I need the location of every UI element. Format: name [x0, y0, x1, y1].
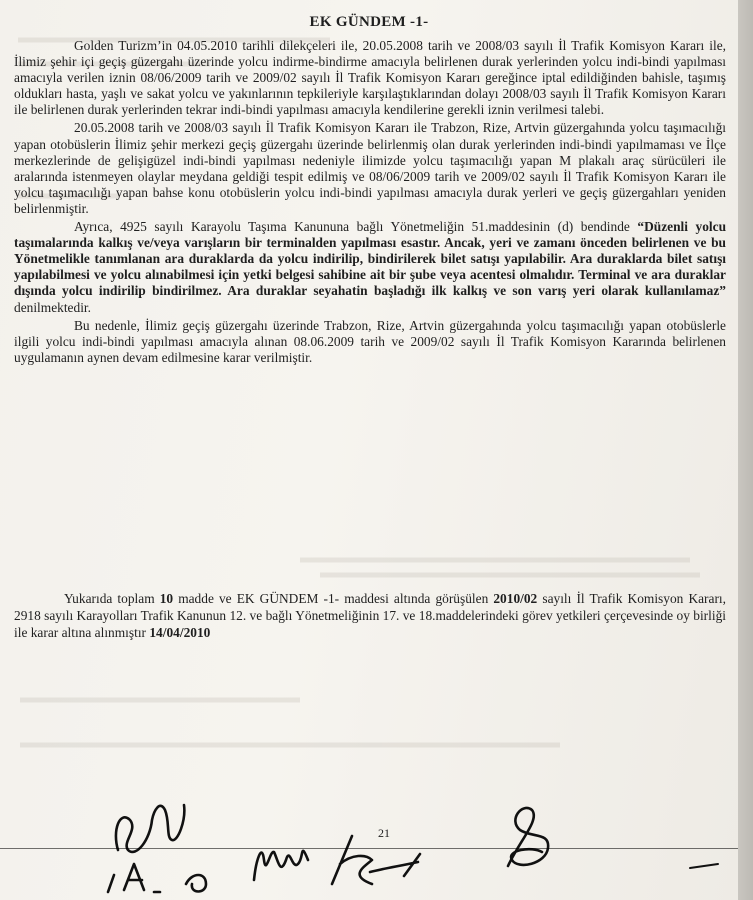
signature-1-initials	[108, 864, 206, 892]
signature-5	[690, 864, 718, 868]
signature-3	[332, 836, 420, 884]
item-count: 10	[159, 591, 174, 606]
fold-line	[0, 848, 738, 849]
signature-2	[254, 851, 308, 880]
page-number: 21	[378, 826, 390, 840]
closing-text-1: Yukarıda toplam	[64, 591, 160, 606]
paragraph-2: 20.05.2008 tarih ve 2008/03 sayılı İl Trafik Komisyon Kararı ile Trabzon, Rize, Artvin güzergahında yolcu taşımacılığı yapan otobüslerin İlimiz şehir merkezi geçiş güzergahı üzerinde belirlenmiş olan durak yerlerinden indi-bindi yapılmaması ve İlçe merkezlerinde de gelişigüzel indi-bindi yapılması nedeniyle ilimizde yolcu taşımacılığı yapan M plakalı araç sürücüleri ile aralarında istenmeyen olaylar meydana geldiği tespit edilmiş ve 08/06/2009 tarih ve 2009/02 sayılı İl Trafik Komisyon Kararı ile yolcu taşımacılığı yapan bahse konu otobüslerin yolcu indi-bindi yapılması amacıyla durak yerleri ve geçiş güzergahları yeniden belirlenmiştir.	[14, 120, 726, 216]
paragraph-3-lead: Ayrıca, 4925 sayılı Karayolu Taşıma Kanununa bağlı Yönetmeliğin 51.maddesinin (d) bendinde	[74, 219, 638, 235]
signature-4	[508, 808, 548, 866]
decision-date: 14/04/2010	[149, 625, 211, 640]
signatures-graphic	[0, 780, 738, 900]
closing-paragraph	[14, 590, 726, 641]
document-body	[14, 38, 726, 368]
paragraph-3	[14, 219, 726, 316]
regulation-quote: “Düzenli yolcu taşımalarında kalkış ve/veya varışların bir terminalden yapılması esastır. Ancak, yeri ve zamanı önceden belirlenen ve bu Yönetmelikle tanımlanan ara duraklarda da yolcu indirilip, bindirilerek bilet satışı yapılabilir. Ara duraklarda bilet satışı yapılabilmesi ve yolcu alınabilmesi için yetki belgesi sahibine ait bir şube veya acentesi olmalıdır. Terminal ve ara duraklar dışında yolcu indirilip bindirilmez. Ara duraklar seyahatin başladığı ilk kalkış ve son varış yeri olarak kullanılamaz”	[14, 219, 727, 299]
paragraph-1: Golden Turizm’in 04.05.2010 tarihli dilekçeleri ile, 20.05.2008 tarih ve 2008/03 sayılı İl Trafik Komisyon Kararı ile, İlimiz şehir içi geçiş güzergahı üzerinde yolcu indirme-bindirme amacıyla belirlenen durak yerlerinden yolcu indi-bindi yapılması amacıyla verilen iznin 08/06/2009 tarih ve 2009/02 sayılı İl Trafik Komisyon Kararı gereğince iptal edildiğinden bahisle, taşımış oldukları hasta, yaşlı ve sakat yolcu ve yakınlarının tepkileriyle karşılaştıklarından dolayı 2008/03 sayılı İl Trafik Komisyon Kararı ile belirlenen durak yerlerinden tekrar indi-bindi yapılması amacıyla kendilerine gerekli iznin verilmesi talebi.	[14, 38, 726, 118]
closing-text-3: sayılı İl Trafik Komisyon Kararı, 2918 sayılı Karayolları Trafik Kanunun 12. ve bağlı Yönetmeliğinin 17. ve 18.maddelerindeki görev yetkileri çerçevesinde oy birliği ile karar altına alınmıştır	[14, 591, 726, 640]
signature-1	[116, 805, 184, 852]
paragraph-3-tail: denilmektedir.	[14, 299, 91, 315]
paragraph-4: Bu nedenle, İlimiz geçiş güzergahı üzerinde Trabzon, Rize, Artvin güzergahında yolcu taşımacılığı yapan otobüslerle ilgili yolcu indi-bindi yapılması amacıyla alınan 08.06.2009 tarih ve 2009/02 sayılı İl Trafik Komisyon Kararında belirlenen uygulamanın aynen devam edilmesine karar verilmiştir.	[14, 317, 726, 365]
decision-number: 2010/02	[493, 591, 538, 606]
paper-edge-shadow	[738, 0, 753, 900]
closing-statement	[14, 590, 726, 641]
closing-text-2: madde ve EK GÜNDEM -1- maddesi altında görüşülen	[173, 591, 494, 606]
page-title: EK GÜNDEM -1-	[309, 14, 429, 30]
